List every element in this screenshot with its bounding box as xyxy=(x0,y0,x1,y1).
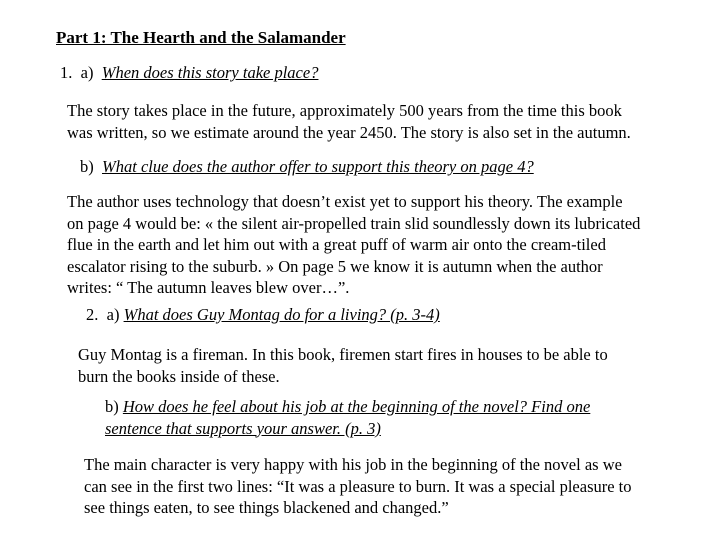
question-2b xyxy=(105,396,590,439)
answer-1b-line: writes: “ The autumn leaves blew over…”. xyxy=(67,278,350,297)
answer-1a xyxy=(67,100,631,143)
answer-1b xyxy=(67,191,640,299)
answer-1b-line: The author uses technology that doesn’t exist yet to support his theory. The example xyxy=(67,192,623,211)
question-1a-number: 1. a) xyxy=(60,63,102,82)
question-2b-letter: b) xyxy=(105,397,123,416)
answer-2a xyxy=(78,344,608,387)
question-1b xyxy=(80,156,534,178)
answer-1a-line: The story takes place in the future, approximately 500 years from the time this book xyxy=(67,101,622,120)
question-1b-letter: b) xyxy=(80,157,102,176)
question-2a xyxy=(86,304,440,326)
question-2a-text: What does Guy Montag do for a living? (p. 3-4) xyxy=(123,305,440,324)
question-2b-line xyxy=(105,418,590,440)
question-1a-text: When does this story take place? xyxy=(101,63,319,82)
question-2a-number: 2. a) xyxy=(86,305,124,324)
answer-2a-line: burn the books inside of these. xyxy=(78,366,280,386)
answer-2b xyxy=(84,454,632,519)
answer-2b-line: see things eaten, to see things blackened and changed.” xyxy=(84,498,449,517)
question-2b-text: sentence that supports your answer. (p. 3) xyxy=(105,418,381,438)
answer-1b-line: on page 4 would be: « the silent air-propelled train slid soundlessly down its lubricated xyxy=(67,213,641,233)
answer-2b-line: can see in the first two lines: “It was a pleasure to burn. It was a special pleasure to xyxy=(84,476,632,496)
question-1b-text: What clue does the author offer to support this theory on page 4? xyxy=(102,157,534,176)
answer-2a-line: Guy Montag is a fireman. In this book, firemen start fires in houses to be able to xyxy=(78,345,608,364)
answer-2b-line: The main character is very happy with his job in the beginning of the novel as we xyxy=(84,455,622,474)
answer-1a-line: was written, so we estimate around the year 2450. The story is also set in the autumn. xyxy=(67,122,631,142)
answer-1b-line: flue in the earth and let him out with a great puff of warm air onto the cream-tiled xyxy=(67,235,606,254)
question-2b-line xyxy=(105,396,590,418)
part-heading: Part 1: The Hearth and the Salamander xyxy=(56,28,346,47)
answer-1b-line: escalator rising to the suburb. » On page 5 we know it is autumn when the author xyxy=(67,256,603,276)
question-1a xyxy=(60,62,318,84)
question-2b-text: How does he feel about his job at the beginning of the novel? Find one xyxy=(122,397,591,416)
